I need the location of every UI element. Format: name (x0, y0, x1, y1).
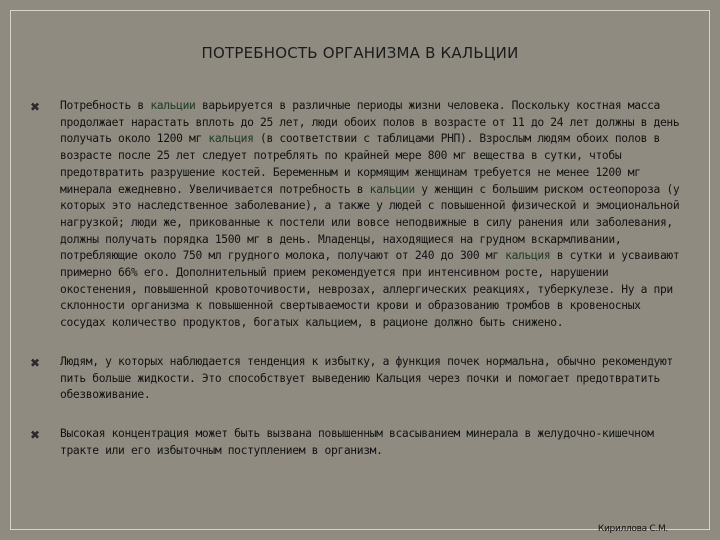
text-segment: Людям, у которых наблюдается тенденция к избытку, а функция почек нормальна, обычно рекомендуют пить больше жидкости. Это способствует выведению Кальция через почки и помогает предотвратить обезвоживание. (60, 354, 673, 402)
bullet-text (60, 426, 692, 459)
bullet-item (30, 426, 692, 459)
text-segment: в сутки и усваивают примерно 66% его. Дополнительный прием рекомендуется при интенсивном росте, нарушении окостенения, повышенной кровоточивости, неврозах, аллергических реакциях, туберкулезе. Ну а при склонности организма к повышенной свертываемости крови и образованию тромбов в кровеносных сосудах количество продуктов, богатых кальцием, в рационе должно быть снижено. (60, 249, 680, 330)
text-segment: Высокая концентрация может быть вызвана повышенным всасыванием минерала в желудочно-кишечном тракте или его избыточным поступлением в организм. (60, 426, 654, 457)
text-segment: варьируется в различные периоды жизни человека. Поскольку костная масса продолжает нарастать вплоть до 25 лет, люди обоих полов в возрасте от 11 до 24 лет должны в день получать около 1200 мг (60, 99, 680, 146)
bullet-x-icon: ✖ (30, 427, 41, 442)
bullet-x-icon: ✖ (30, 355, 41, 370)
bullet-x-icon: ✖ (30, 100, 41, 114)
bullet-item (30, 354, 692, 404)
bullet-text (60, 354, 692, 404)
bullet-item (30, 98, 692, 332)
slide-title: ПОТРЕБНОСТЬ ОРГАНИЗМА В КАЛЬЦИИ (201, 44, 519, 62)
highlighted-term: кальция (208, 132, 254, 146)
text-segment: у женщин с большим риском остеопороза (у которых это наследственное заболевание), а также у людей с повышенной физической и эмоциональной нагрузкой; люди же, прикованные к постели или вовсе неподвижные в силу ранения или заболевания, должны получать порядка 1500 мг в день. Младенцы, находящиеся на грудном вскармливании, потребляющие около 750 мл грудного молока, получают от 240 до 300 мг (60, 182, 680, 263)
bullet-text (60, 98, 692, 332)
highlighted-term: кальции (369, 182, 415, 196)
text-segment: (в соответствии с таблицами РНП). Взрослым людям обоих полов в возрасте после 25 лет следует потреблять по крайней мере 800 мг вещества в сутки, чтобы предотвратить разрушение костей. Беременным и кормящим женщинам требуется не менее 1200 мг минерала ежедневно. Увеличивается потребность в (60, 132, 660, 196)
bullet-list (30, 98, 692, 481)
highlighted-term: кальции (150, 99, 196, 112)
highlighted-term: кальция (505, 249, 551, 263)
author-credit: Кириллова С.М. (597, 524, 668, 534)
text-segment: Потребность в (60, 99, 151, 112)
